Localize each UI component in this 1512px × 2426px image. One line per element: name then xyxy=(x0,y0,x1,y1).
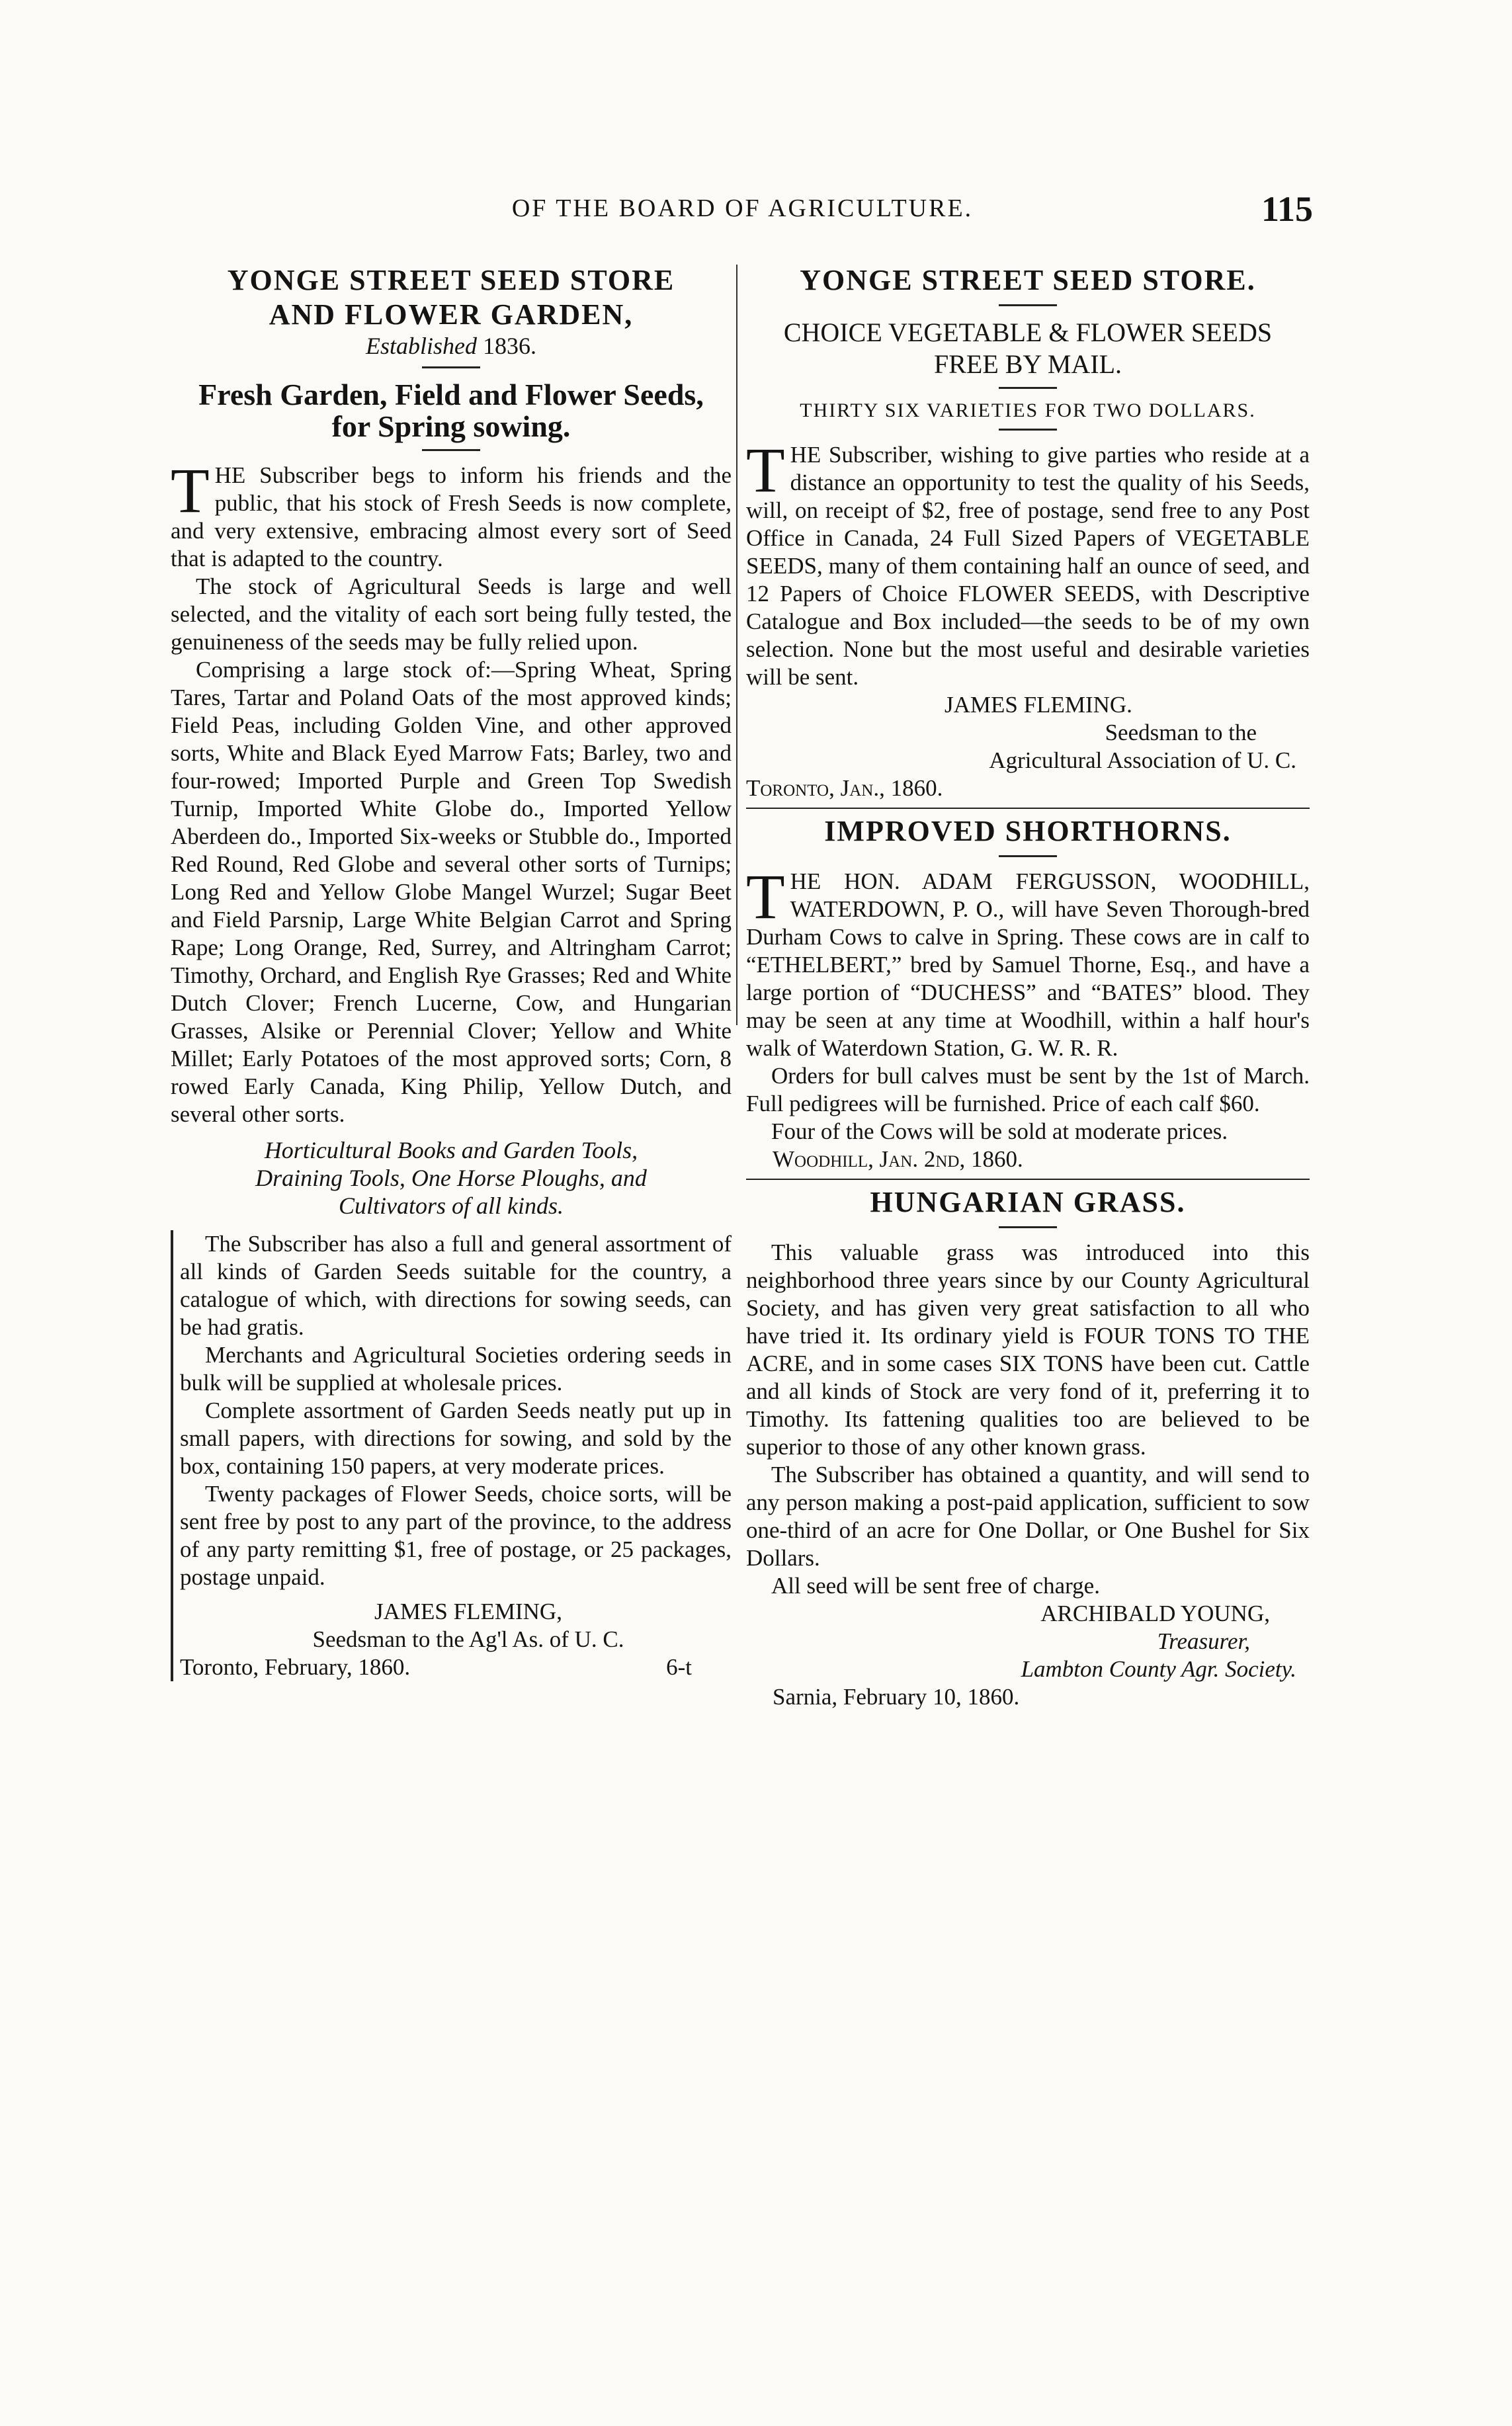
fleming-name: JAMES FLEMING. xyxy=(945,692,1132,718)
right-column xyxy=(746,263,1310,1711)
fleming-association: Agricultural Association of U. C. xyxy=(989,747,1296,773)
hungarian-grass-title: HUNGARIAN GRASS. xyxy=(870,1186,1186,1218)
signature-title: Seedsman to the Ag'l As. of U. C. xyxy=(312,1626,624,1652)
section-rule xyxy=(746,1179,1310,1180)
intro-paragraph: THE Subscriber begs to inform his friends and the public, that his stock of Fresh Seeds is now complete, and very extensive, embracing almost every sort of Seed that is adapted to the country. xyxy=(171,455,732,571)
varieties-line: THIRTY SIX VARIETIES FOR TWO DOLLARS. xyxy=(800,399,1256,421)
woodhill-date: Woodhill, Jan. 2nd, 1860. xyxy=(773,1146,1023,1172)
seed-store-title: YONGE STREET SEED STORE xyxy=(227,264,675,296)
young-title: Treasurer, xyxy=(1157,1628,1250,1654)
left-ad-body xyxy=(171,455,732,1128)
left-ad-body-lower xyxy=(171,1230,732,1681)
section-rule xyxy=(746,808,1310,809)
mail-seeds-body xyxy=(746,435,1310,691)
wholesale-paragraph: Merchants and Agricultural Societies ordering seeds in bulk will be supplied at wholesale prices. xyxy=(180,1342,732,1396)
short-rule xyxy=(999,855,1057,857)
bull-calves-paragraph: Orders for bull calves must be sent by the 1st of March. Full pedigrees will be furnished. Price of each calf $60. xyxy=(746,1063,1310,1116)
spring-sowing-heading: for Spring sowing. xyxy=(331,409,571,443)
running-header xyxy=(172,188,1313,228)
shorthorns-title: IMPROVED SHORTHORNS. xyxy=(824,815,1232,847)
short-rule xyxy=(999,387,1057,389)
fleming-title: Seedsman to the xyxy=(1105,720,1257,745)
seed-list-paragraph: Comprising a large stock of:—Spring Wheat, Spring Tares, Tartar and Poland Oats of the most approved kinds; Field Peas, including Golden Vine, and other approved sorts, White and Black Eyed Marrow Fats; Barley, two and four-rowed; Imported Purple and Green Top Swedish Turnip, Imported White Globe do., Imported Yellow Aberdeen do., Imported Six-weeks or Stubble do., Imported Red Round, Red Globe and several other sorts of Turnips; Long Red and Yellow Globe Mangel Wurzel; Sugar Beet and Field Parsnip, Large White Belgian Carrot and Spring Rape; Long Orange, Red, Surrey, and Altringham Carrot; Timothy, Orchard, and English Rye Grasses; Red and White Dutch Clover; French Lucerne, Cow, and Hungarian Grasses, Alsike or Perennial Clover; Yellow and White Millet; Early Potatoes of the most approved sorts; Corn, 8 rowed Early Canada, King Philip, Yellow Dutch, and several other sorts. xyxy=(171,657,732,1127)
shorthorns-body xyxy=(746,861,1310,1146)
drop-cap: T xyxy=(171,455,210,526)
signature-place: Toronto, February, 1860. xyxy=(180,1654,411,1680)
established-year: 1836. xyxy=(483,333,536,359)
signature-name: JAMES FLEMING, xyxy=(374,1599,562,1624)
flower-packages-paragraph: Twenty packages of Flower Seeds, choice sorts, will be sent free by post to any part of the province, to the address of any party remitting $1, free of postage, or 25 packages, postage unpaid. xyxy=(180,1481,732,1590)
mail-seeds-paragraph: THE Subscriber, wishing to give parties who reside at a distance an opportunity to test the quality of his Seeds, will, on receipt of $2, free of postage, send free to any Post Office in Canada, 24 Full Sized Papers of VEGETABLE SEEDS, many of them containing half an ounce of seed, and 12 Papers of Choice FLOWER SEEDS, with Descriptive Catalogue and Box included—the seeds to be of my own selection. None but the most useful and desirable varieties will be sent. xyxy=(746,435,1310,690)
drop-cap: T xyxy=(746,861,785,932)
cows-sale-paragraph: Four of the Cows will be sold at moderate prices. xyxy=(771,1118,1228,1144)
short-rule xyxy=(999,1226,1057,1228)
young-place: Sarnia, February 10, 1860. xyxy=(773,1684,1020,1710)
signature-place-row xyxy=(180,1653,732,1681)
assortment-paragraph: Complete assortment of Garden Seeds neatly put up in small papers, with directions for sowing, and sold by the box, containing 150 papers, at very moderate prices. xyxy=(180,1398,732,1479)
short-rule xyxy=(999,429,1057,431)
short-rule xyxy=(999,304,1057,306)
fresh-seeds-heading: Fresh Garden, Field and Flower Seeds, xyxy=(198,378,704,411)
shorthorns-paragraph: THE HON. ADAM FERGUSSON, WOODHILL, WATERDOWN, P. O., will have Seven Thorough-bred Durham Cows to calve in Spring. These cows are in calf to “ETHELBERT,” bred by Samuel Thorne, Esq., and have a large portion of “DUCHESS” and “BATES” blood. They may be seen at any time at Woodhill, within a half hour's walk of Waterdown Station, G. W. R. R. xyxy=(746,861,1310,1061)
grass-offer-paragraph: The Subscriber has obtained a quantity, and will send to any person making a post-paid application, sufficient to sow one-third of an acre for One Dollar, or One Bushel for Six Dollars. xyxy=(746,1462,1310,1571)
hungarian-grass-body xyxy=(746,1239,1310,1600)
established-label: Established xyxy=(366,333,477,359)
left-column xyxy=(171,263,732,1681)
young-name: ARCHIBALD YOUNG, xyxy=(1040,1601,1270,1626)
ad-code: 6-t xyxy=(666,1654,692,1680)
young-society: Lambton County Agr. Society. xyxy=(1021,1656,1296,1682)
drop-cap: T xyxy=(746,435,785,505)
grass-free-paragraph: All seed will be sent free of charge. xyxy=(771,1573,1100,1599)
short-rule xyxy=(422,366,480,368)
grass-intro-paragraph: This valuable grass was introduced into this neighborhood three years since by our County Agricultural Society, and has given very great satisfaction to all who have tried it. Its ordinary yield is FOUR TONS TO THE ACRE, and in some cases SIX TONS have been cut. Cattle and all kinds of Stock are very fond of it, preferring it to Timothy. Its fattening qualities too are believed to be superior to those of any other known grass. xyxy=(746,1239,1310,1460)
catalogue-paragraph: The Subscriber has also a full and general assortment of all kinds of Garden Seeds suitable for the country, a catalogue of which, with directions for sowing seeds, can be had gratis. xyxy=(180,1231,732,1340)
choice-seeds-heading: CHOICE VEGETABLE & FLOWER SEEDS xyxy=(783,317,1273,347)
column-divider xyxy=(736,265,737,1025)
fleming-place: Toronto, Jan., 1860. xyxy=(746,775,943,801)
short-rule xyxy=(422,449,480,451)
flower-garden-title: AND FLOWER GARDEN, xyxy=(269,298,634,331)
seed-store-title-2: YONGE STREET SEED STORE. xyxy=(800,264,1256,296)
tools-notice: Horticultural Books and Garden Tools, Draining Tools, One Horse Ploughs, and Cultivators of all kinds. xyxy=(255,1137,647,1219)
free-by-mail-heading: FREE BY MAIL. xyxy=(933,349,1122,379)
running-title: OF THE BOARD OF AGRICULTURE. xyxy=(511,194,974,222)
page-number: 115 xyxy=(1261,189,1313,229)
stock-paragraph: The stock of Agricultural Seeds is large and well selected, and the vitality of each sort being fully tested, the genuineness of the seeds may be fully relied upon. xyxy=(171,573,732,655)
established-line xyxy=(171,332,732,360)
